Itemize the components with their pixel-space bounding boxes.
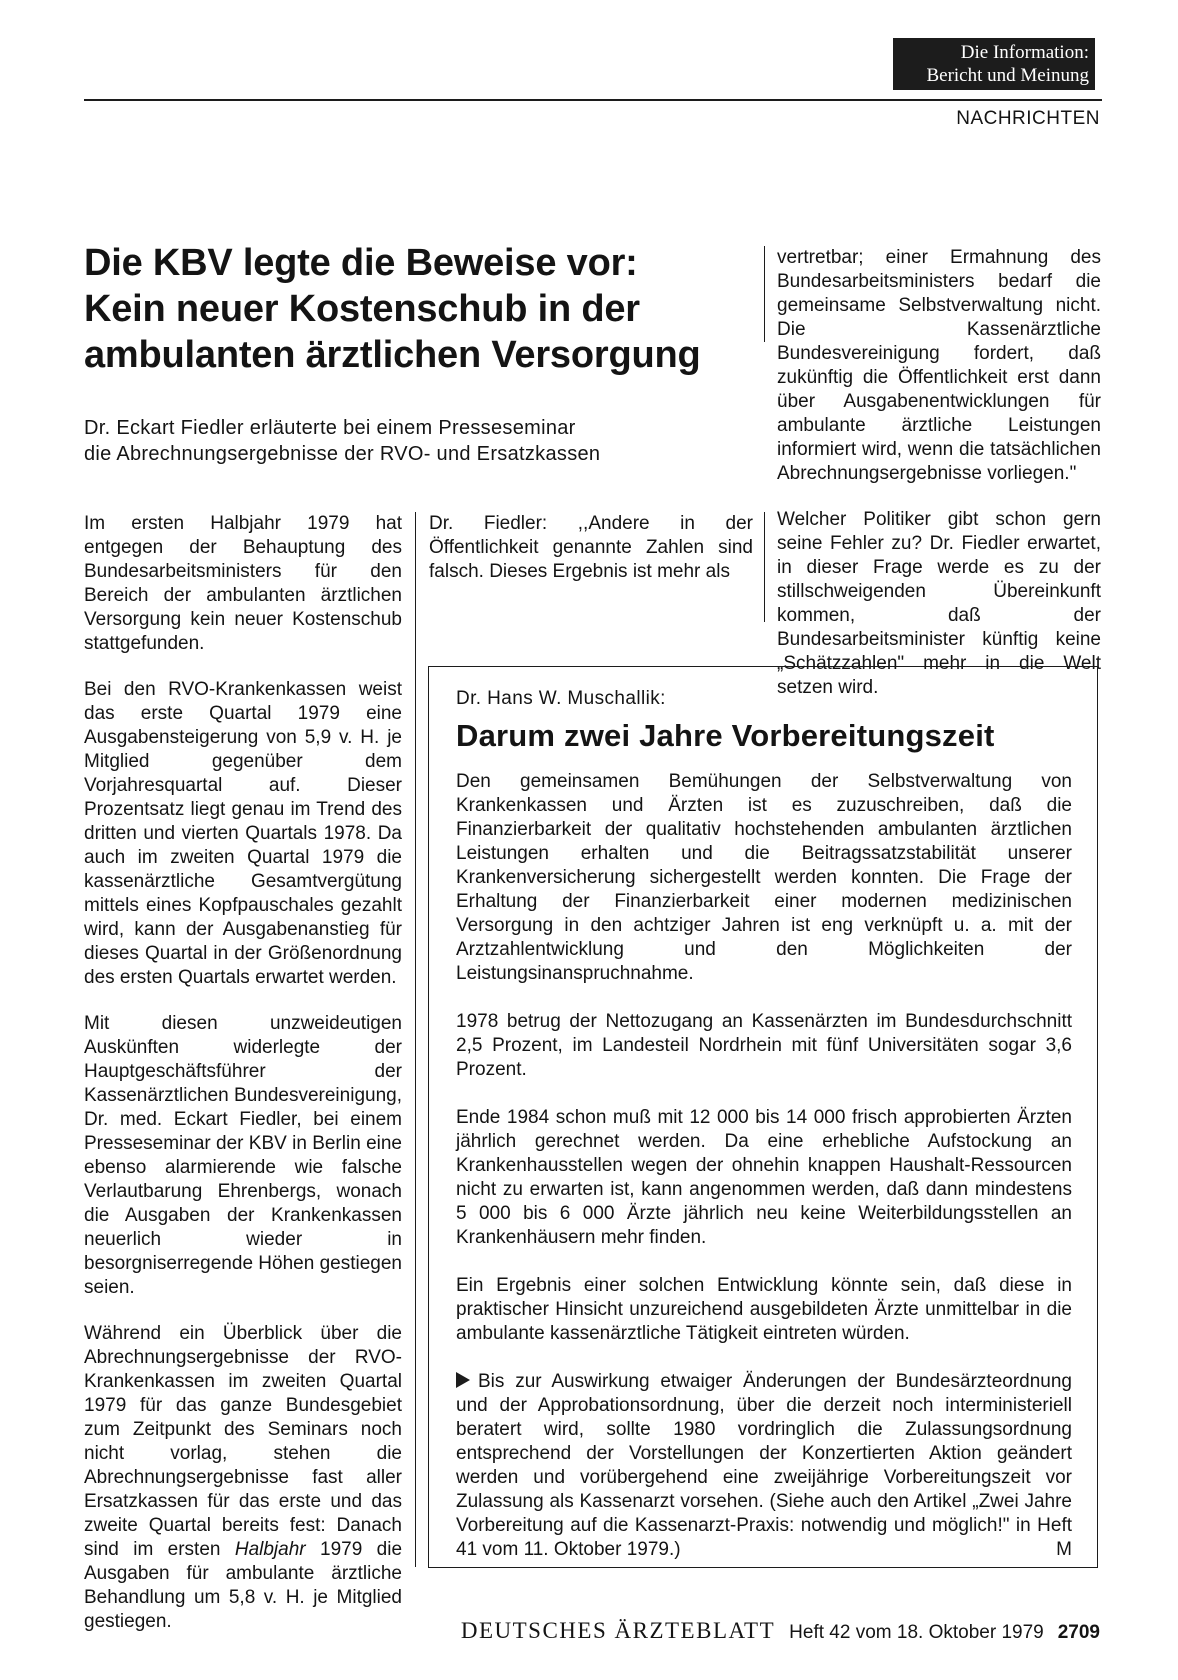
article-headline (84, 240, 764, 378)
box-byline: Dr. Hans W. Muschallik: (456, 688, 666, 709)
page-footer (430, 1618, 1100, 1644)
paragraph: Bei den RVO-Krankenkassen weist das erste Quartal 1979 eine Ausgabensteigerung von 5,9 v. H. je Mitglied gegenüber dem Vorjahresquartal auf. Dieser Prozentsatz liegt genau im Trend des dritten und vierten Quartals 1978. Da auch im zweiten Quartal 1979 die kassenärztliche Gesamtvergütung mittels eines Kopfpauschales gezahlt wird, kann der Ausgabenanstieg für dieses Quartal in der Größenordnung des ersten Quartals erwartet werden. (84, 679, 402, 988)
emphasis: Halbjahr (234, 1539, 306, 1560)
paragraph: Dr. Fiedler: ,,Andere in der Öffentlichkeit genannte Zahlen sind falsch. Dieses Ergebnis ist mehr als (429, 513, 753, 582)
paragraph (456, 1370, 1072, 1562)
page-number: 2709 (1057, 1622, 1100, 1643)
paragraph: Ein Ergebnis einer solchen Entwicklung könnte sein, daß diese in praktischer Hinsicht unzureichend ausgebildeten Ärzte unmittelbar in die ambulante kassenärztliche Tätigkeit eintreten würden. (456, 1275, 1072, 1344)
article-column-2 (429, 512, 753, 606)
box-body (456, 770, 1072, 1586)
paragraph-continued: vertretbar; einer Ermahnung des Bundesarbeitsministers bedarf die gemeinsame Selbstverwaltung nicht. Die Kassenärztliche Bundesvereinigung fordert, daß zukünftig die Öffentlichkeit erst dann über Ausgabenentwicklungen für ambulante ärztliche Leistungen informiert wird, wenn die tatsächlichen Abrechnungsergebnisse vorliegen." (777, 247, 1101, 484)
paragraph: Mit diesen unzweideutigen Auskünften widerlegte der Hauptgeschäftsführer der Kassenärztlichen Bundesvereinigung, Dr. med. Eckart Fiedler, bei einem Presseseminar der KBV in Berlin eine ebenso alarmierende wie falsche Verlautbarung Ehrenbergs, wonach die Ausgaben der Krankenkassen neuerlich wieder in besorgniserregende Höhen gestiegen seien. (84, 1013, 402, 1298)
paragraph: Im ersten Halbjahr 1979 hat entgegen der Behauptung des Bundesarbeitsministers für den Bereich der ambulanten ärztlichen Versorgung kein neuer Kostenschub stattgefunden. (84, 513, 402, 654)
rubric-line-2: Bericht und Meinung (926, 65, 1089, 86)
headline-line-1: Die KBV legte die Beweise vor: (84, 242, 638, 284)
paragraph (84, 1322, 402, 1634)
box-title: Darum zwei Jahre Vorbereitungszeit (456, 718, 995, 753)
paragraph: Den gemeinsamen Bemühungen der Selbstverwaltung von Krankenkassen und Ärzten ist es zuzuschreiben, daß die Finanzierbarkeit der qualitativ hochstehenden ambulanten ärztlichen Leistungen erhalten und die Beitragssatzstabilität unserer Krankenversicherung sichergestellt werden konnten. Die Frage der Erhaltung der Finanzierbarkeit einer modernen medizinischen Versorgung in den achtziger Jahren ist eng verknüpft u. a. mit der Arztzahlentwicklung und den Möglichkeiten der Leistungsinanspruchnahme. (456, 771, 1072, 984)
paragraph: 1978 betrug der Nettozugang an Kassenärzten im Bundesdurchschnitt 2,5 Prozent, im Landesteil Nordrhein mit fünf Universitäten sogar 3,6 Prozent. (456, 1011, 1072, 1080)
author-signature: M (1056, 1539, 1072, 1560)
rubric-badge (893, 38, 1095, 90)
text-span: 1979 die Ausgaben für ambulante ärztliche Behandlung um 5,8 v. H. je Mitglied gestiegen. (84, 1539, 403, 1632)
text-span: Während ein Überblick über die Abrechnungsergebnisse der RVO-Krankenkassen im zweiten Quartal 1979 für das ganze Bundesgebiet zum Zeitpunkt des Seminars noch nicht vorlag, stehen die Abrechnungsergebnisse fast aller Ersatzkassen für das erste und das zweite Quartal bereits fest: Danach sind im ersten (84, 1323, 402, 1560)
top-rule (84, 99, 1102, 101)
journal-name: DEUTSCHES ÄRZTEBLATT (460, 1618, 776, 1643)
column-rule (764, 512, 765, 622)
deck-line-1: Dr. Eckart Fiedler erläuterte bei einem Presseseminar (84, 417, 576, 439)
paragraph: Welcher Politiker gibt schon gern seine Fehler zu? Dr. Fiedler erwartet, in dieser Frage werde es zu der stillschweigenden Übereinkunft kommen, daß der Bundesarbeitsminister künftig keine „Schätzzahlen" mehr in die Welt setzen wird. (777, 509, 1101, 698)
arrow-right-icon (456, 1372, 470, 1388)
text-span: Bis zur Auswirkung etwaiger Änderungen der Bundesärzteordnung und der Approbationsordnung, über die derzeit noch interministeriell beratert wird, sollte 1980 vordringlich die Zulassungsordnung entsprechend der Vorstellungen der Konzertierten Aktion geändert werden und vorübergehend eine zweijährige Vorbereitungszeit vor Zulassung als Kassenarzt vorsehen. (Siehe auch den Artikel „Zwei Jahre Vorbereitung auf die Kassenarzt-Praxis: notwendig und möglich!" in Heft 41 vom 11. Oktober 1979.) (456, 1371, 1072, 1560)
deck-line-2: die Abrechnungsergebnisse der RVO- und Ersatzkassen (84, 443, 601, 465)
column-rule (415, 512, 416, 1567)
headline-line-3: ambulanten ärztlichen Versorgung (84, 334, 701, 376)
paragraph: Ende 1984 schon muß mit 12 000 bis 14 000 frisch approbierten Ärzten jährlich gerechnet werden. Da eine erhebliche Aufstockung an Krankenhausstellen wegen der ohnehin knappen Haushalt-Ressourcen nicht zu erwarten ist, kann angenommen werden, daß dann mindestens 5 000 bis 6 000 Ärzte jährlich neu keine Weiterbildungsstellen an Krankenhäusern mehr finden. (456, 1107, 1072, 1248)
section-label: NACHRICHTEN (956, 108, 1100, 129)
article-deck (84, 415, 744, 467)
rubric-line-1: Die Information: (960, 42, 1089, 63)
article-column-1 (84, 512, 402, 1656)
article-column-3 (777, 246, 1101, 722)
issue-info: Heft 42 vom 18. Oktober 1979 (789, 1622, 1044, 1643)
headline-line-2: Kein neuer Kostenschub in der (84, 288, 640, 330)
column-rule (764, 246, 765, 342)
